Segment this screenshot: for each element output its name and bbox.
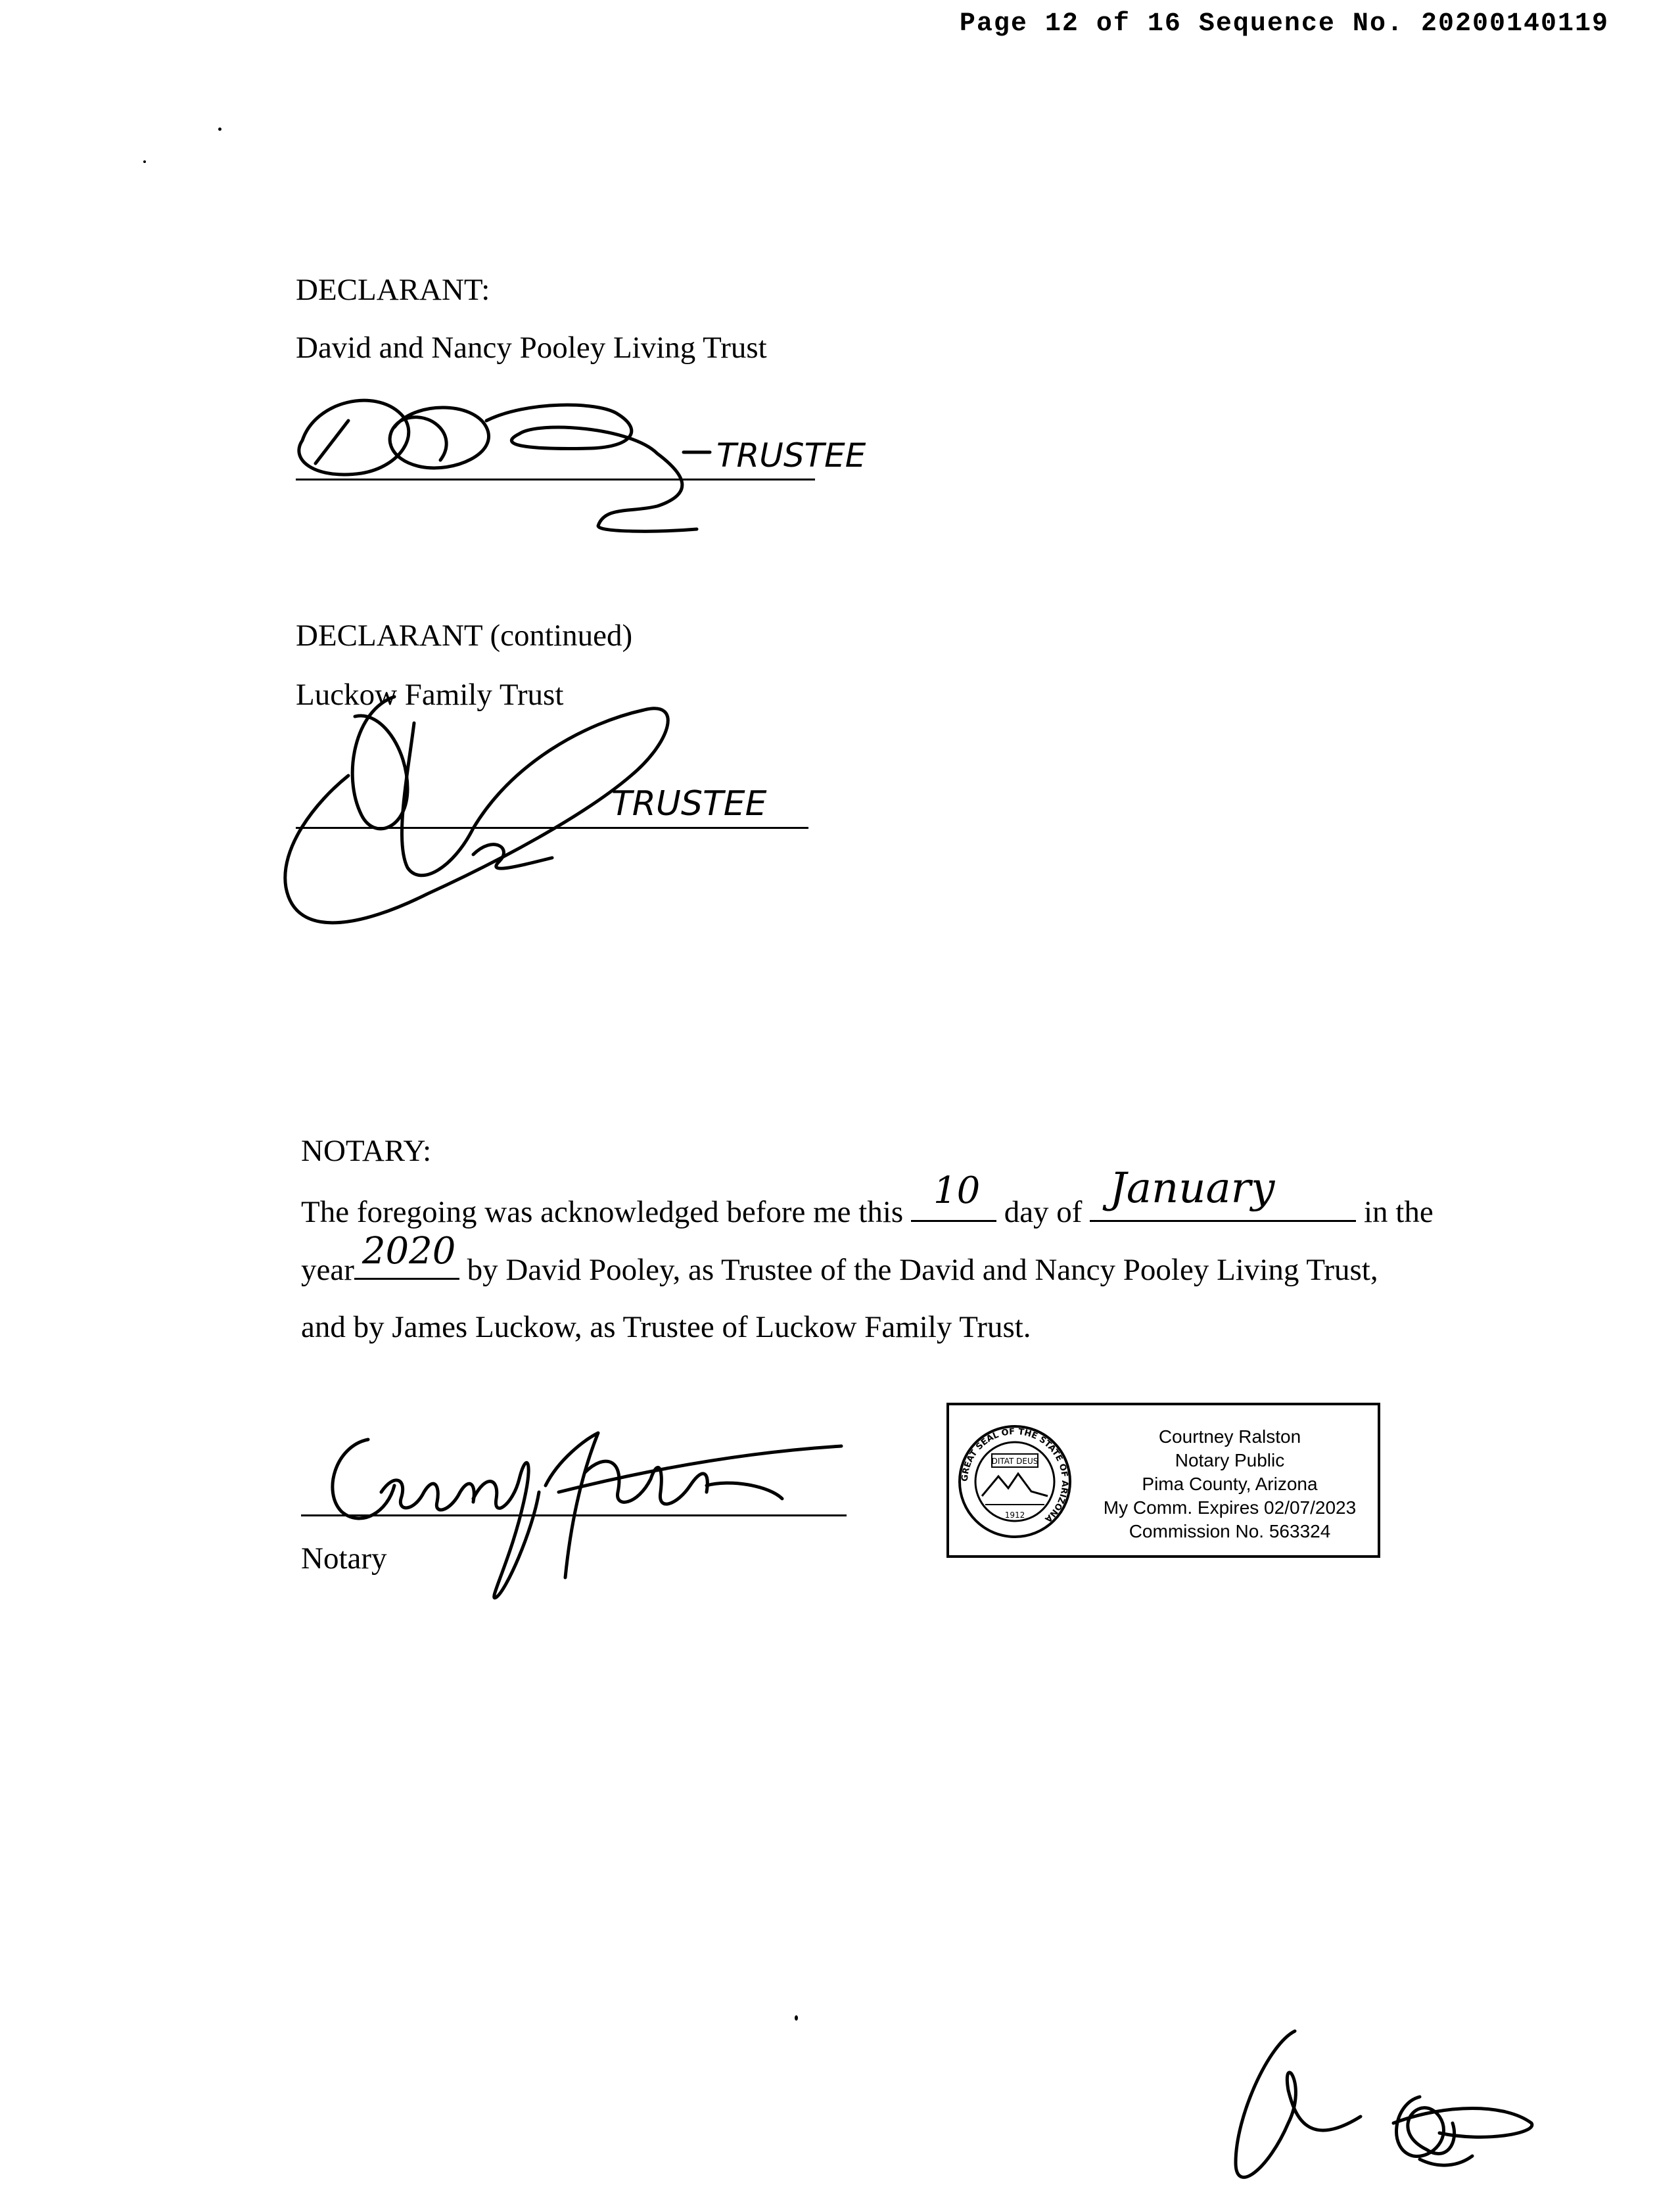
handwritten-month: January <box>1109 1164 1275 1213</box>
year-blank <box>354 1230 459 1280</box>
seal-year: 1912 <box>1004 1511 1025 1520</box>
trustee-handwritten: TRUSTEE <box>716 436 866 475</box>
notary-text: by David Pooley, as Trustee of the David and Nancy Pooley Living Trust, <box>467 1253 1378 1287</box>
notary-heading: NOTARY: <box>301 1134 432 1168</box>
scan-speck <box>795 2015 798 2021</box>
scan-speck <box>143 160 146 163</box>
notary-county: Pima County, Arizona <box>1142 1474 1318 1494</box>
handwritten-day: 10 <box>933 1169 981 1212</box>
notary-text: The foregoing was acknowledged before me this <box>301 1195 904 1229</box>
notary-line-2 <box>301 1230 1378 1287</box>
pooley-signature <box>289 375 881 546</box>
notary-name: Courtney Ralston <box>1158 1426 1301 1447</box>
initials-scribble <box>1223 2018 1564 2202</box>
notary-title: Notary Public <box>1175 1450 1285 1470</box>
day-blank <box>911 1169 996 1222</box>
notary-signature-label: Notary <box>301 1541 387 1576</box>
declarant-heading: DECLARANT: <box>296 273 490 307</box>
seal-ring-text: GREAT SEAL OF THE STATE OF ARIZONA <box>960 1426 1070 1524</box>
declarant-trust-name: David and Nancy Pooley Living Trust <box>296 331 767 365</box>
page-sequence-header: Page 12 of 16 Sequence No. 20200140119 <box>959 9 1609 39</box>
notary-stamp-text <box>1088 1425 1371 1543</box>
notary-line-1 <box>301 1164 1434 1229</box>
notary-line-3: and by James Luckow, as Trustee of Luckow Family Trust. <box>301 1310 1031 1344</box>
arizona-state-seal <box>956 1422 1074 1541</box>
trustee-handwritten-2: TRUSTEE <box>611 784 767 824</box>
commission-expiry: My Comm. Expires 02/07/2023 <box>1103 1497 1357 1518</box>
scan-speck <box>218 128 222 131</box>
notary-text: year <box>301 1253 354 1287</box>
notary-signature <box>309 1413 874 1610</box>
notary-text: day of <box>1004 1195 1083 1229</box>
declarant-trust-name-2: Luckow Family Trust <box>296 678 564 712</box>
notary-stamp <box>946 1403 1380 1558</box>
declarant-continued-heading: DECLARANT (continued) <box>296 619 633 653</box>
month-blank <box>1090 1164 1356 1222</box>
handwritten-year: 2020 <box>362 1230 456 1273</box>
luckow-signature <box>276 670 868 947</box>
notary-text: in the <box>1363 1195 1434 1229</box>
commission-number: Commission No. 563324 <box>1129 1521 1331 1541</box>
seal-motto: DITAT DEUS <box>991 1457 1038 1466</box>
